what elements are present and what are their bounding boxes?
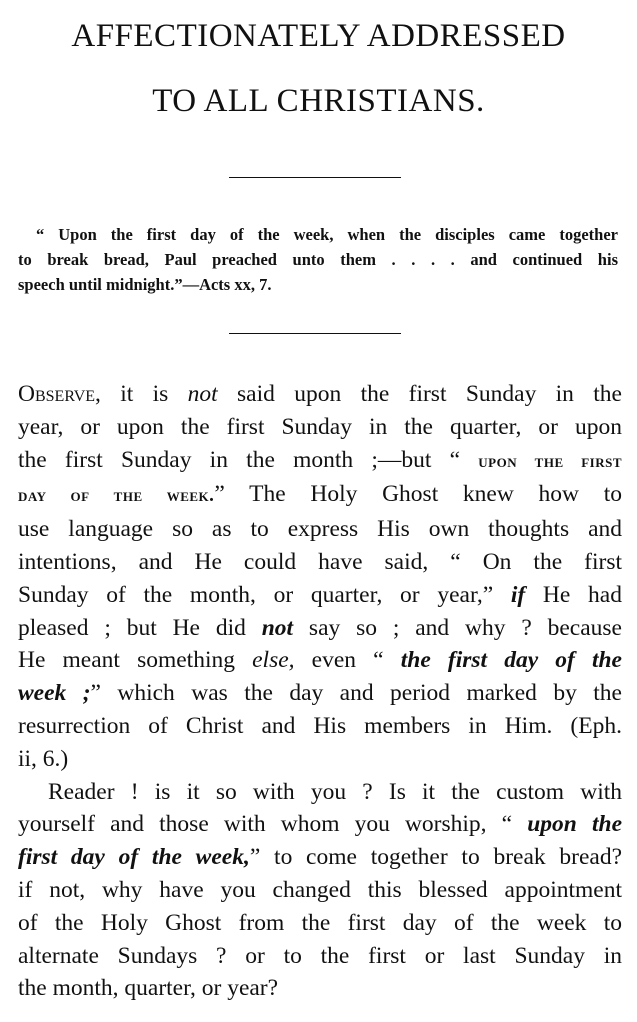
paragraph-1-line [18, 579, 622, 612]
emphasis-if: if [510, 581, 526, 608]
text-run: yourself and those with whom you worship, “ [18, 811, 528, 838]
text-run: ” The Holy Ghost knew how to [214, 481, 622, 508]
epigraph-line-1: “ Upon the first day of the week, when the disciples came together [36, 225, 618, 244]
text-run: the first Sunday in the month ;—but “ [18, 446, 479, 473]
paragraph-2-line: Reader ! is it so with you ? Is it the custom with [48, 778, 622, 805]
emphasis-quote: the first day of the [400, 647, 622, 674]
paragraph-1-line [18, 677, 622, 710]
text-run: Sunday of the month, or quarter, or year,” [18, 581, 511, 608]
emphasis-quote: first day of the week, [18, 844, 250, 871]
emphasis-else: else, [252, 647, 295, 674]
paragraph-1-line [18, 612, 622, 645]
text-run: He had [525, 581, 622, 608]
paragraph-1-line [18, 478, 622, 513]
paragraph-1-line: ii, 6.) [18, 745, 69, 772]
paragraph-1-line [18, 644, 622, 677]
paragraph-1-line: resurrection of Christ and His members in Him. (Eph. [18, 712, 622, 739]
title-line-1: AFFECTIONATELY ADDRESSED [71, 18, 566, 54]
text-run: it is [100, 381, 188, 407]
text-run: He meant something [18, 647, 253, 674]
paragraph-1-line [18, 378, 622, 411]
epigraph-line-3: speech until midnight.”—Acts xx, 7. [18, 275, 272, 294]
paragraph-2-line [18, 808, 622, 841]
paragraph-2-line [18, 841, 622, 874]
paragraph-2-line: if not, why have you changed this blessed appointment [18, 876, 622, 903]
text-run: even “ [294, 647, 401, 674]
emphasis-quote: week ; [18, 680, 91, 707]
text-run: say so ; and why ? because [293, 614, 622, 641]
paragraph-2-line: of the Holy Ghost from the first day of the week to [18, 909, 622, 936]
paragraph-1-line: intentions, and He could have said, “ On the first [18, 548, 622, 575]
text-run: ” which was the day and period marked by the [90, 680, 622, 707]
emphasis-not: not [187, 381, 218, 407]
divider-rule-bottom [229, 333, 401, 334]
divider-rule-top [229, 177, 401, 178]
text-run: said upon the first Sunday in the [217, 381, 622, 407]
paragraph-2-line: alternate Sundays ? or to the first or last Sunday in [18, 942, 622, 969]
emphasis-not: not [261, 614, 294, 641]
emphasis-quote: upon the [527, 811, 622, 838]
small-caps-quote: upon the first [478, 450, 622, 472]
paragraph-1-line [18, 444, 622, 479]
text-run: pleased ; but He did [18, 614, 262, 641]
observe-word: Observe, [18, 381, 101, 407]
small-caps-quote: day of the week. [18, 485, 215, 507]
paragraph-1-line: use language so as to express His own thoughts and [18, 516, 622, 543]
paragraph-2-line: the month, quarter, or year? [18, 975, 279, 1002]
title-line-2: TO ALL CHRISTIANS. [152, 83, 485, 119]
epigraph-quote [18, 222, 618, 297]
epigraph-line-2: to break bread, Paul preached unto them . . . . and continued his [18, 250, 618, 269]
paragraph-1-line: year, or upon the first Sunday in the quarter, or upon [18, 413, 622, 440]
text-run: ” to come together to break bread? [249, 844, 622, 871]
body-text [18, 378, 622, 1005]
